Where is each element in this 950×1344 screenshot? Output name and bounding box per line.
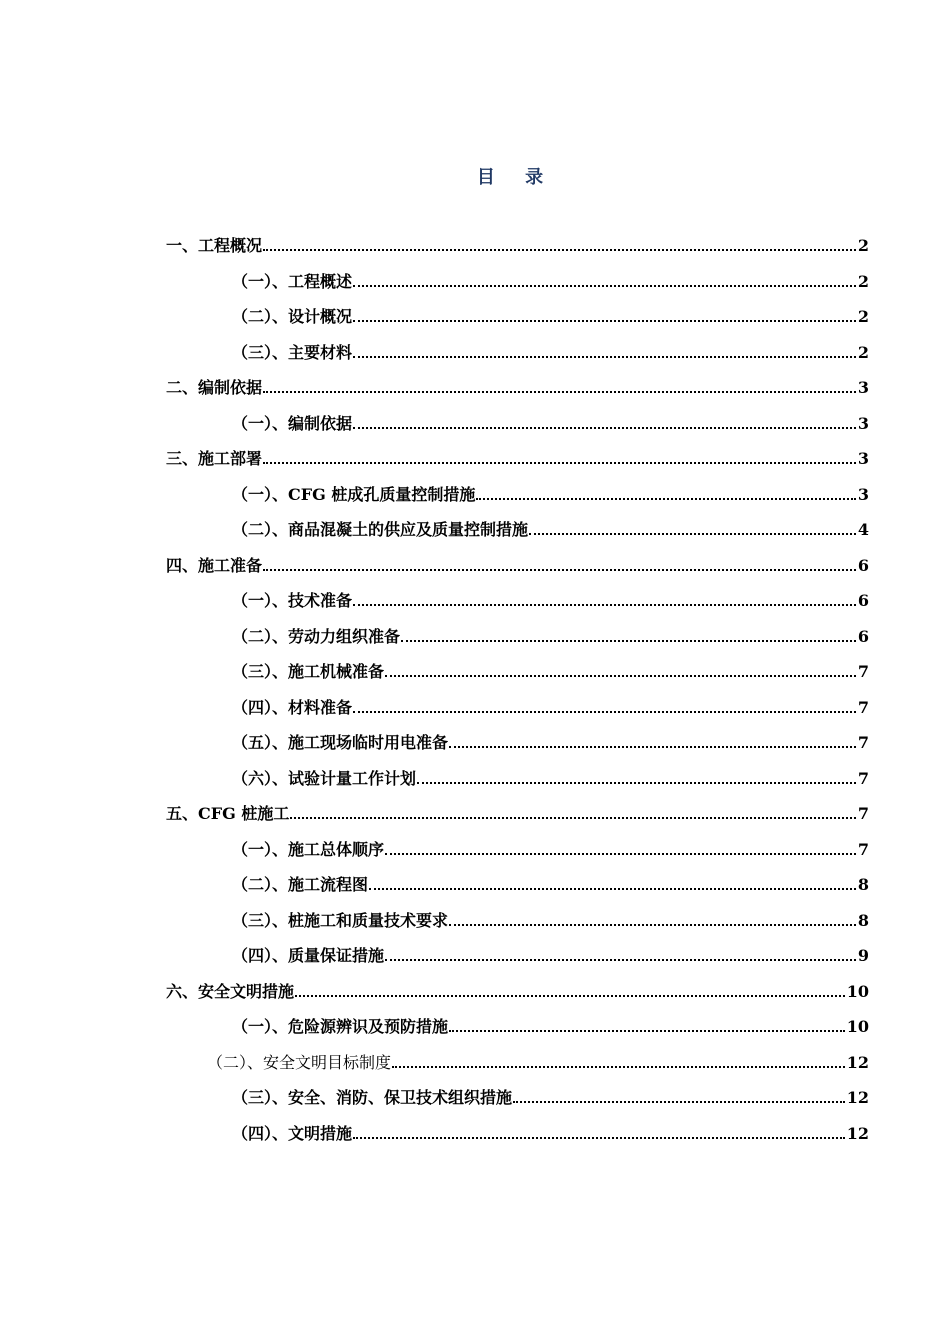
toc-entry[interactable] [232,1082,869,1108]
toc-entry-label: （二）、商品混凝土的供应及质量控制措施 [232,520,529,539]
toc-leader-dots [263,391,856,393]
toc-entry-label: （三）、施工机械准备 [232,662,385,681]
toc-entry[interactable] [232,301,869,327]
toc-entry-label: （三）、主要材料 [232,343,353,362]
toc-leader-dots [449,746,856,748]
toc-entry-page: 9 [857,946,869,965]
toc-entry-page: 8 [857,911,869,930]
toc-leader-dots [392,1066,845,1068]
toc-entry-label: （一）、工程概述 [232,272,353,291]
toc-entry-page: 6 [857,627,869,646]
toc-entry[interactable] [166,372,869,398]
toc-entry-page: 7 [857,733,869,752]
toc-leader-dots [529,533,856,535]
toc-leader-dots [449,1030,845,1032]
toc-leader-dots [385,675,856,677]
toc-entry-page: 12 [846,1053,869,1072]
toc-entry-label: （五）、施工现场临时用电准备 [232,733,449,752]
toc-entry-label: （一）、技术准备 [232,591,353,610]
toc-entry[interactable] [232,656,869,682]
toc-entry-page: 8 [857,875,869,894]
toc-entry-label: （四）、质量保证措施 [232,946,385,965]
toc-entry-page: 6 [857,591,869,610]
toc-entry[interactable] [207,1047,869,1073]
toc-leader-dots [353,1137,845,1139]
toc-leader-dots [417,782,856,784]
toc-entry-label: （一）、编制依据 [232,414,353,433]
toc-entry-label: （二）、安全文明目标制度 [207,1053,392,1072]
toc-entry-label: （四）、材料准备 [232,698,353,717]
toc-entry-page: 2 [857,343,869,362]
toc-leader-dots [385,853,856,855]
toc-leader-dots [385,959,856,961]
toc-entry[interactable] [166,443,869,469]
toc-entry-page: 6 [857,556,869,575]
toc-entry-page: 4 [857,520,869,539]
toc-leader-dots [353,356,856,358]
toc-title: 目 录 [476,167,556,188]
toc-entry-label: （三）、桩施工和质量技术要求 [232,911,449,930]
toc-entry-page: 7 [857,662,869,681]
toc-leader-dots [401,640,856,642]
toc-leader-dots [263,569,856,571]
toc-entry-label: （六）、试验计量工作计划 [232,769,417,788]
toc-entry-page: 3 [857,485,869,504]
toc-leader-dots [295,995,845,997]
toc-leader-dots [353,711,856,713]
toc-entry-label: （二）、施工流程图 [232,875,369,894]
toc-leader-dots [353,285,856,287]
toc-entry[interactable] [232,869,869,895]
toc-leader-dots [513,1101,845,1103]
toc-leader-dots [449,924,856,926]
toc-entry[interactable] [232,266,869,292]
toc-leader-dots [369,888,856,890]
toc-entry-label: 一、工程概况 [166,236,263,255]
toc-leader-dots [353,320,856,322]
toc-leader-dots [263,462,856,464]
toc-leader-dots [353,427,856,429]
toc-entry[interactable] [232,834,869,860]
toc-entry-page: 12 [846,1088,869,1107]
toc-entry[interactable] [232,1118,869,1144]
toc-entry-page: 7 [857,769,869,788]
toc-entry[interactable] [166,550,869,576]
toc-entry[interactable] [232,692,869,718]
toc-entry[interactable] [232,585,869,611]
toc-entry[interactable] [232,905,869,931]
toc-entry-page: 2 [857,307,869,326]
toc-entry[interactable] [166,976,869,1002]
toc-entry[interactable] [166,230,869,256]
toc-entry[interactable] [232,408,869,434]
toc-entry-page: 10 [846,1017,869,1036]
toc-entry-label: （四）、文明措施 [232,1124,353,1143]
toc-entry-label: 二、编制依据 [166,378,263,397]
toc-entry-label: 三、施工部署 [166,449,263,468]
toc-entry-page: 2 [857,272,869,291]
toc-entry-page: 7 [857,840,869,859]
toc-entry-label: 五、CFG 桩施工 [166,804,290,823]
toc-entry[interactable] [232,479,869,505]
toc-entry-page: 3 [857,378,869,397]
toc-entry[interactable] [232,514,869,540]
toc-entry-page: 3 [857,414,869,433]
toc-entry-page: 7 [857,804,869,823]
toc-entry-label: （一）、CFG 桩成孔质量控制措施 [232,485,476,504]
toc-leader-dots [263,249,856,251]
toc-entry[interactable] [232,337,869,363]
toc-leader-dots [290,817,856,819]
toc-entry-label: 六、安全文明措施 [166,982,295,1001]
toc-leader-dots [353,604,856,606]
toc-entry-label: （一）、施工总体顺序 [232,840,385,859]
toc-entry[interactable] [166,798,869,824]
toc-entry-label: （二）、设计概况 [232,307,353,326]
toc-entry-page: 2 [857,236,869,255]
toc-entry-page: 3 [857,449,869,468]
toc-entry-label: （二）、劳动力组织准备 [232,627,401,646]
toc-entry[interactable] [232,1011,869,1037]
toc-entry-label: （一）、危险源辨识及预防措施 [232,1017,449,1036]
toc-entry-page: 7 [857,698,869,717]
toc-entry[interactable] [232,763,869,789]
toc-entry[interactable] [232,940,869,966]
toc-entry-page: 12 [846,1124,869,1143]
toc-entry-label: 四、施工准备 [166,556,263,575]
toc-leader-dots [476,498,856,500]
toc-entry[interactable] [232,727,869,753]
toc-entry-page: 10 [846,982,869,1001]
toc-entry[interactable] [232,621,869,647]
toc-entry-label: （三）、安全、消防、保卫技术组织措施 [232,1088,513,1107]
